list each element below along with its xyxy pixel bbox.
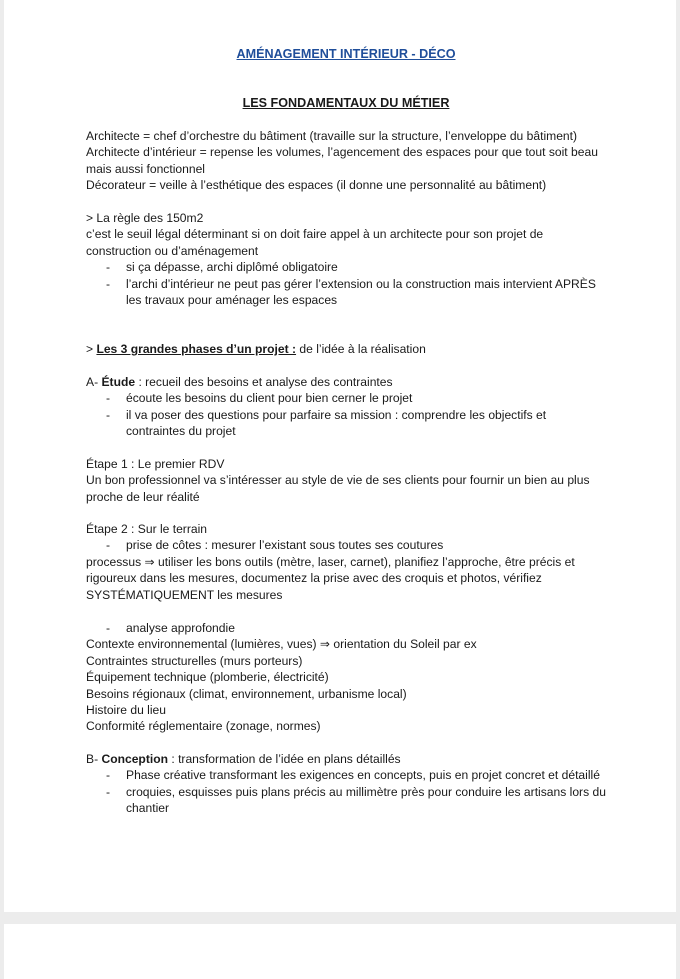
analyse-line: Contexte environnemental (lumières, vues) ⇒ orientation du Soleil par ex [86, 637, 477, 652]
bullet-text: prise de côtes : mesurer l’existant sous toutes ses coutures [126, 538, 444, 553]
analyse-line: Conformité réglementaire (zonage, normes) [86, 719, 321, 734]
bullet-text: écoute les besoins du client pour bien cerner le projet [126, 391, 413, 406]
etude-desc: : recueil des besoins et analyse des contraintes [135, 375, 393, 389]
analyse-line: Histoire du lieu [86, 703, 166, 718]
analyse-line: Équipement technique (plomberie, électricité) [86, 670, 329, 685]
bullet-dash: - [106, 276, 111, 291]
rule-150-block [86, 210, 606, 308]
bullet-item [86, 407, 606, 440]
etape2-block [86, 521, 606, 603]
bullet-text: si ça dépasse, archi diplômé obligatoire [126, 260, 338, 275]
bullet-dash: - [106, 260, 111, 275]
etape1-block [86, 456, 606, 505]
etude-letter: A- [86, 375, 102, 389]
bullet-text: croquies, esquisses puis plans précis au millimètre près pour conduire les artisans lors du chantier [126, 784, 606, 816]
rule-150-text: c’est le seuil légal déterminant si on doit faire appel à un architecte pour son projet de construction ou d’aménagement [86, 227, 544, 258]
bullet-item [86, 537, 606, 553]
bullet-item [86, 620, 606, 636]
bullet-dash: - [106, 407, 111, 422]
conception-name: Conception [101, 752, 168, 766]
bullet-text: il va poser des questions pour parfaire sa mission : comprendre les objectifs et contraintes du projet [126, 407, 547, 439]
bullet-dash: - [106, 538, 111, 553]
conception-block [86, 751, 606, 817]
conception-desc: : transformation de l’idée en plans détaillés [167, 752, 401, 766]
analyse-block [86, 620, 606, 735]
definition-architecte-interieur: Architecte d’intérieur = repense les volumes, l’agencement des espaces pour que tout soit beau mais aussi fonctionnel [86, 145, 598, 176]
conception-letter: B- [86, 752, 102, 766]
definition-architecte: Architecte = chef d’orchestre du bâtiment (travaille sur la structure, l’enveloppe du bâtiment) [86, 129, 578, 143]
bullet-item [86, 390, 606, 406]
etape2-heading: Étape 2 : Sur le terrain [86, 522, 208, 536]
bullet-item [86, 784, 606, 817]
document-title: AMÉNAGEMENT INTÉRIEUR - DÉCO [236, 47, 456, 61]
bullet-dash: - [106, 784, 111, 799]
definitions-block [86, 128, 606, 194]
bullet-item [86, 259, 606, 275]
bullet-text: analyse approfondie [126, 621, 235, 635]
document-page [4, 0, 676, 912]
bullet-dash: - [106, 621, 111, 635]
phases-prefix: > [86, 342, 97, 356]
section-title: LES FONDAMENTAUX DU MÉTIER [242, 96, 450, 110]
etude-name: Étude [101, 375, 136, 389]
bullet-dash: - [106, 391, 111, 406]
phases-heading: Les 3 grandes phases d’un projet : [96, 342, 297, 356]
analyse-line: Besoins régionaux (climat, environnement, urbanisme local) [86, 686, 407, 701]
etape1-heading: Étape 1 : Le premier RDV [86, 457, 225, 471]
bullet-item [86, 276, 606, 309]
bullet-item [86, 767, 606, 783]
phases-rest: de l’idée à la réalisation [296, 342, 426, 356]
bullet-text: l’archi d’intérieur ne peut pas gérer l’extension ou la construction mais intervient APRÈS les travaux pour aménager les espaces [126, 276, 596, 308]
definition-decorateur: Décorateur = veille à l’esthétique des espaces (il donne une personnalité au bâtiment) [86, 178, 547, 193]
etude-block [86, 374, 606, 440]
process-text: processus ⇒ utiliser les bons outils (mètre, laser, carnet), planifiez l’approche, être précis et rigoureux dans les mesures, documentez la prise avec des croquis et photos, vérifiez SYSTÉMATIQUEMENT les mesures [86, 554, 575, 602]
bullet-text: Phase créative transformant les exigences en concepts, puis en projet concret et détaillé [126, 768, 600, 783]
phases-heading-line [86, 341, 606, 357]
analyse-line: Contraintes structurelles (murs porteurs) [86, 653, 303, 668]
etape1-text: Un bon professionnel va s’intéresser au style de vie de ses clients pour fournir un bien au plus proche de leur réalité [86, 473, 590, 504]
rule-150-heading: > La règle des 150m2 [86, 211, 204, 225]
next-page [4, 924, 676, 979]
bullet-dash: - [106, 768, 111, 783]
